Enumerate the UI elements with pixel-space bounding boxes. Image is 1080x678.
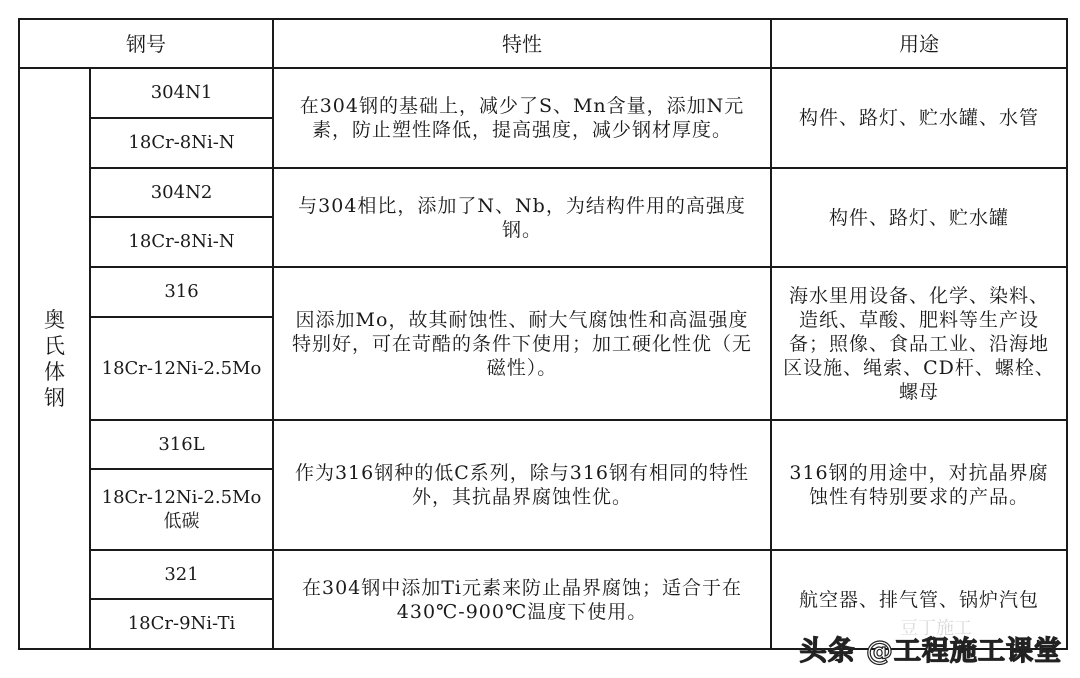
properties-cell: 在304钢中添加Ti元素来防止晶界腐蚀；适合于在430℃-900℃温度下使用。 xyxy=(273,550,771,649)
steel-grade-table xyxy=(18,18,1068,650)
faint-watermark: 豆丁施工 xyxy=(900,618,972,639)
properties-cell: 与304相比，添加了N、Nb，为结构件用的高强度钢。 xyxy=(273,168,771,267)
composition-cell: 18Cr-12Ni-2.5Mo xyxy=(90,317,273,420)
uses-cell: 316钢的用途中，对抗晶界腐蚀性有特别要求的产品。 xyxy=(771,420,1067,550)
header-uses: 用途 xyxy=(771,19,1067,68)
composition-cell: 18Cr-9Ni-Ti xyxy=(90,599,273,649)
properties-cell: 作为316钢种的低C系列，除与316钢有相同的特性外，其抗晶界腐蚀性优。 xyxy=(273,420,771,550)
header-grade: 钢号 xyxy=(19,19,273,68)
category-cell xyxy=(19,68,90,649)
grade-cell: 316L xyxy=(90,420,273,469)
table-row xyxy=(19,550,1067,599)
table-row xyxy=(19,420,1067,469)
composition-cell: 18Cr-8Ni-N xyxy=(90,118,273,168)
properties-cell: 在304钢的基础上，减少了S、Mn含量，添加N元素，防止塑性降低，提高强度，减少钢材厚度。 xyxy=(273,68,771,168)
composition-cell: 18Cr-12Ni-2.5Mo 低碳 xyxy=(90,469,273,550)
category-char: 氏 xyxy=(44,333,65,358)
uses-cell: 构件、路灯、贮水罐、水管 xyxy=(771,68,1067,168)
table-row xyxy=(19,267,1067,317)
category-char: 体 xyxy=(44,359,65,384)
table-row xyxy=(19,168,1067,217)
uses-cell: 构件、路灯、贮水罐 xyxy=(771,168,1067,267)
uses-cell: 海水里用设备、化学、染料、造纸、草酸、肥料等生产设备；照像、食品工业、沿海地区设施、绳索、CD杆、螺栓、螺母 xyxy=(771,267,1067,420)
uses-cell: 航空器、排气管、锅炉汽包 xyxy=(771,550,1067,649)
category-char: 钢 xyxy=(44,385,65,410)
composition-cell: 18Cr-8Ni-N xyxy=(90,217,273,267)
table-row xyxy=(19,68,1067,118)
header-properties: 特性 xyxy=(273,19,771,68)
header-row xyxy=(19,19,1067,68)
grade-cell: 304N2 xyxy=(90,168,273,217)
properties-cell: 因添加Mo，故其耐蚀性、耐大气腐蚀性和高温强度特别好，可在苛酷的条件下使用；加工硬化性优（无磁性）。 xyxy=(273,267,771,420)
watermark: 头条 @工程施工课堂 xyxy=(799,636,1062,667)
category-char: 奥 xyxy=(44,307,65,332)
grade-cell: 316 xyxy=(90,267,273,317)
grade-cell: 304N1 xyxy=(90,68,273,118)
grade-cell: 321 xyxy=(90,550,273,599)
